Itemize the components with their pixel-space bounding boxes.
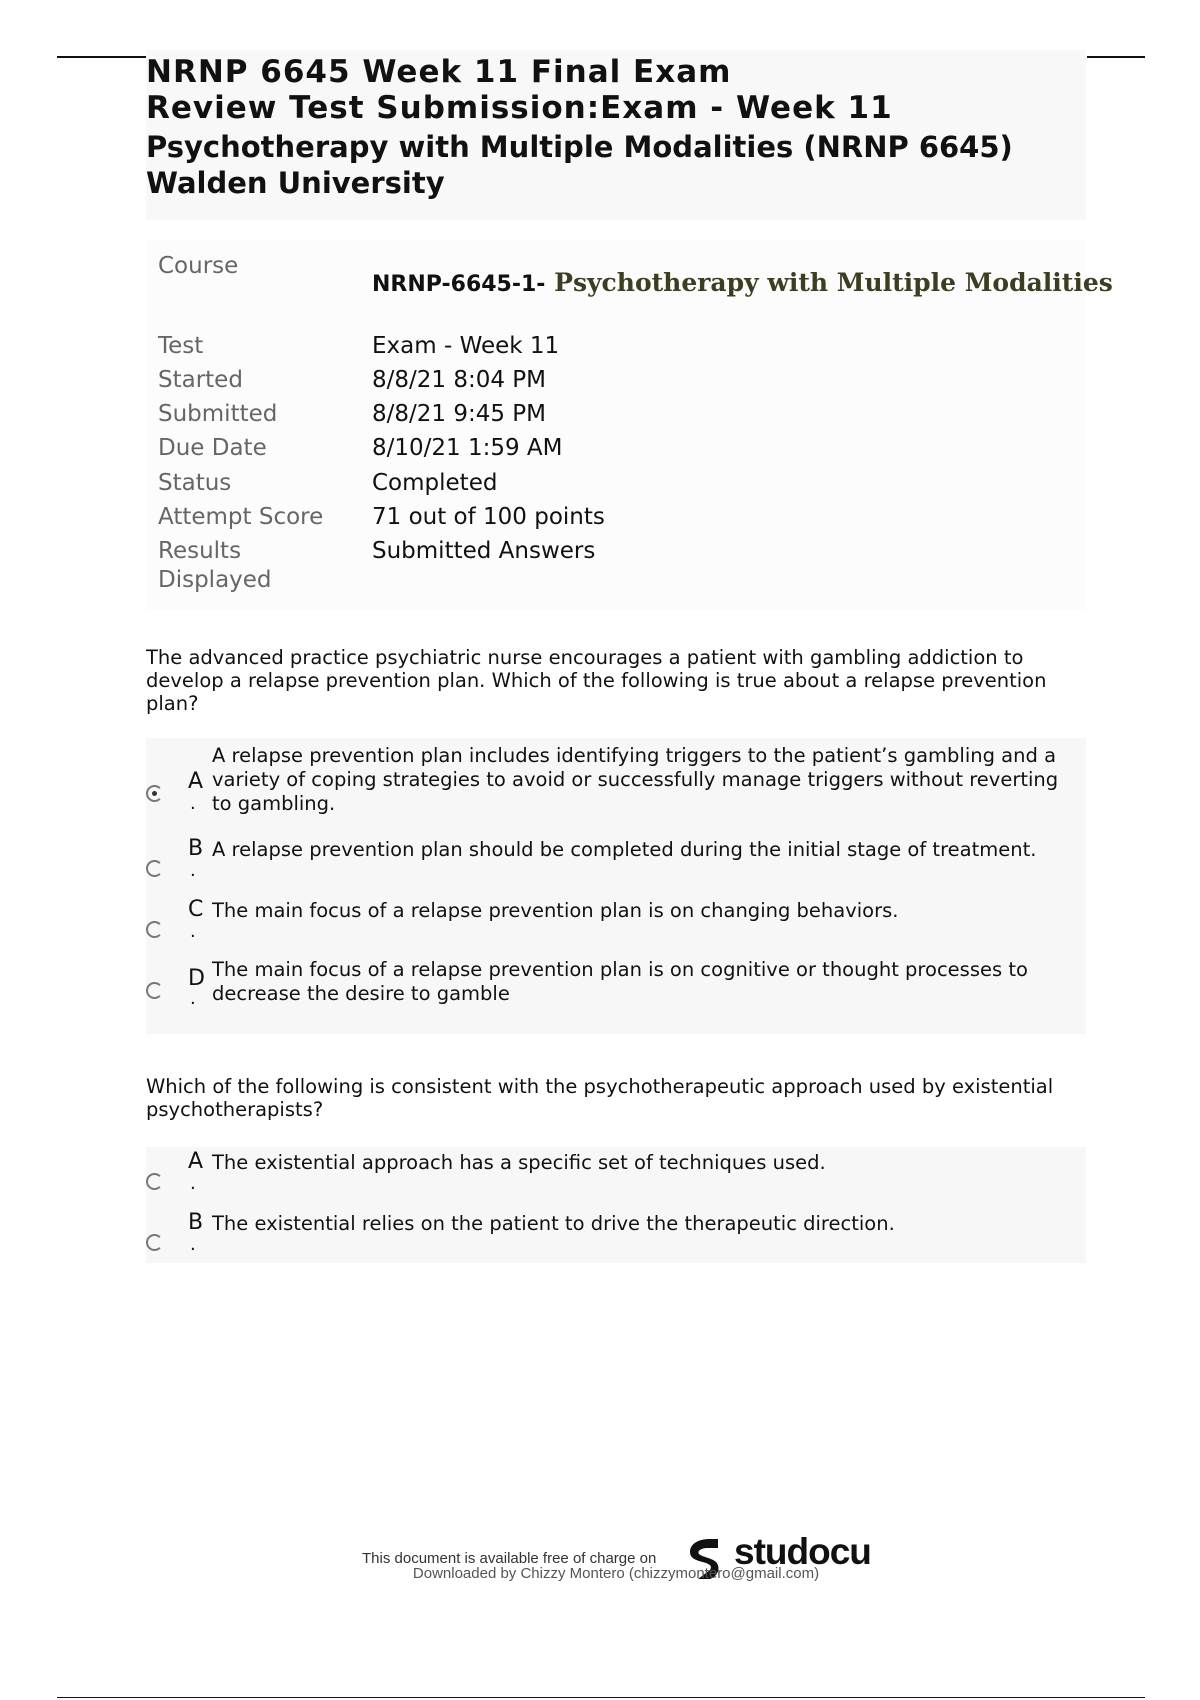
header-rule-right — [1087, 56, 1145, 58]
submission-details — [146, 240, 1113, 610]
submitted-label: Submitted — [158, 401, 278, 427]
answer-letter-dot: . — [190, 921, 196, 942]
answer-letter-dot: . — [190, 1173, 196, 1194]
due-date-value: 8/10/21 1:59 AM — [372, 435, 563, 461]
course-value — [372, 268, 1113, 299]
answer-letter: D — [188, 966, 205, 991]
test-label: Test — [158, 333, 204, 359]
status-label: Status — [158, 470, 232, 496]
answer-text: The existential relies on the patient to drive the therapeutic direction. — [212, 1212, 895, 1235]
exam-title: NRNP 6645 Week 11 Final Exam — [146, 54, 732, 90]
due-date-label: Due Date — [158, 435, 267, 461]
course-title: Psychotherapy with Multiple Modalities (NRNP 6645) — [146, 130, 1013, 164]
course-label: Course — [158, 253, 239, 279]
document-title-block — [146, 50, 1086, 220]
answer-letter-dot: . — [190, 988, 196, 1009]
studocu-logo-text: studocu — [734, 1531, 871, 1572]
answer-option[interactable] — [146, 958, 1086, 1028]
results-displayed-value: Submitted Answers — [372, 538, 596, 564]
radio-icon[interactable] — [146, 1234, 163, 1251]
page-bottom-rule — [57, 1697, 1145, 1698]
course-name: Psychotherapy with Multiple Modalities — [545, 268, 1113, 297]
results-label-line1: Results — [158, 538, 242, 564]
test-value: Exam - Week 11 — [372, 333, 560, 359]
answer-option[interactable] — [146, 836, 1086, 886]
answer-letter-dot: . — [190, 793, 196, 814]
answer-letter-dot: . — [190, 1234, 196, 1255]
answer-text: The main focus of a relapse prevention plan is on cognitive or thought processes to decrease the desire to gamble — [212, 958, 1028, 1005]
answer-letter-dot: . — [190, 860, 196, 881]
attempt-score-value: 71 out of 100 points — [372, 504, 605, 530]
question-2-text: Which of the following is consistent with the psychotherapeutic approach used by existential psychotherapists? — [146, 1075, 1054, 1121]
answer-letter: C — [188, 897, 204, 922]
answer-text: The existential approach has a specific set of techniques used. — [212, 1151, 826, 1174]
answer-letter: B — [188, 1210, 204, 1235]
results-displayed-label — [158, 537, 272, 595]
question-1-text: The advanced practice psychiatric nurse encourages a patient with gambling addiction to develop a relapse prevention plan. Which of the following is true about a relapse prevention plan? — [146, 646, 1047, 715]
answer-letter: A — [188, 769, 204, 794]
answer-option[interactable] — [146, 1149, 1086, 1199]
started-value: 8/8/21 8:04 PM — [372, 367, 547, 393]
answer-text: A relapse prevention plan includes identifying triggers to the patient’s gambling and a variety of coping strategies to avoid or successfully manage triggers without reverting to gambling. — [212, 744, 1059, 815]
status-value: Completed — [372, 470, 498, 496]
started-label: Started — [158, 367, 243, 393]
question-2-answers — [146, 1147, 1086, 1263]
answer-letter: A — [188, 1149, 204, 1174]
submitted-value: 8/8/21 9:45 PM — [372, 401, 547, 427]
submission-title: Review Test Submission:Exam - Week 11 — [146, 90, 893, 126]
answer-letter: B — [188, 836, 204, 861]
radio-selected-icon[interactable] — [146, 785, 163, 802]
answer-text: A relapse prevention plan should be completed during the initial stage of treatment. — [212, 838, 1037, 861]
footer-downloaded-text: Downloaded by Chizzy Montero (chizzymontero@gmail.com) — [412, 1565, 820, 1582]
attempt-score-label: Attempt Score — [158, 504, 324, 530]
radio-icon[interactable] — [146, 1173, 163, 1190]
results-label-line2: Displayed — [158, 567, 272, 593]
answer-option[interactable] — [146, 1210, 1086, 1260]
answer-option[interactable] — [146, 743, 1086, 823]
footer-available-text: This document is available free of charge on — [362, 1550, 657, 1567]
radio-icon[interactable] — [146, 982, 163, 999]
answer-option[interactable] — [146, 897, 1086, 947]
radio-icon[interactable] — [146, 921, 163, 938]
question-1-answers — [146, 738, 1086, 1034]
header-rule-left — [57, 56, 147, 58]
radio-icon[interactable] — [146, 860, 163, 877]
answer-text: The main focus of a relapse prevention plan is on changing behaviors. — [212, 899, 899, 922]
course-code: NRNP-6645-1- — [372, 272, 546, 297]
university-name: Walden University — [146, 166, 445, 200]
